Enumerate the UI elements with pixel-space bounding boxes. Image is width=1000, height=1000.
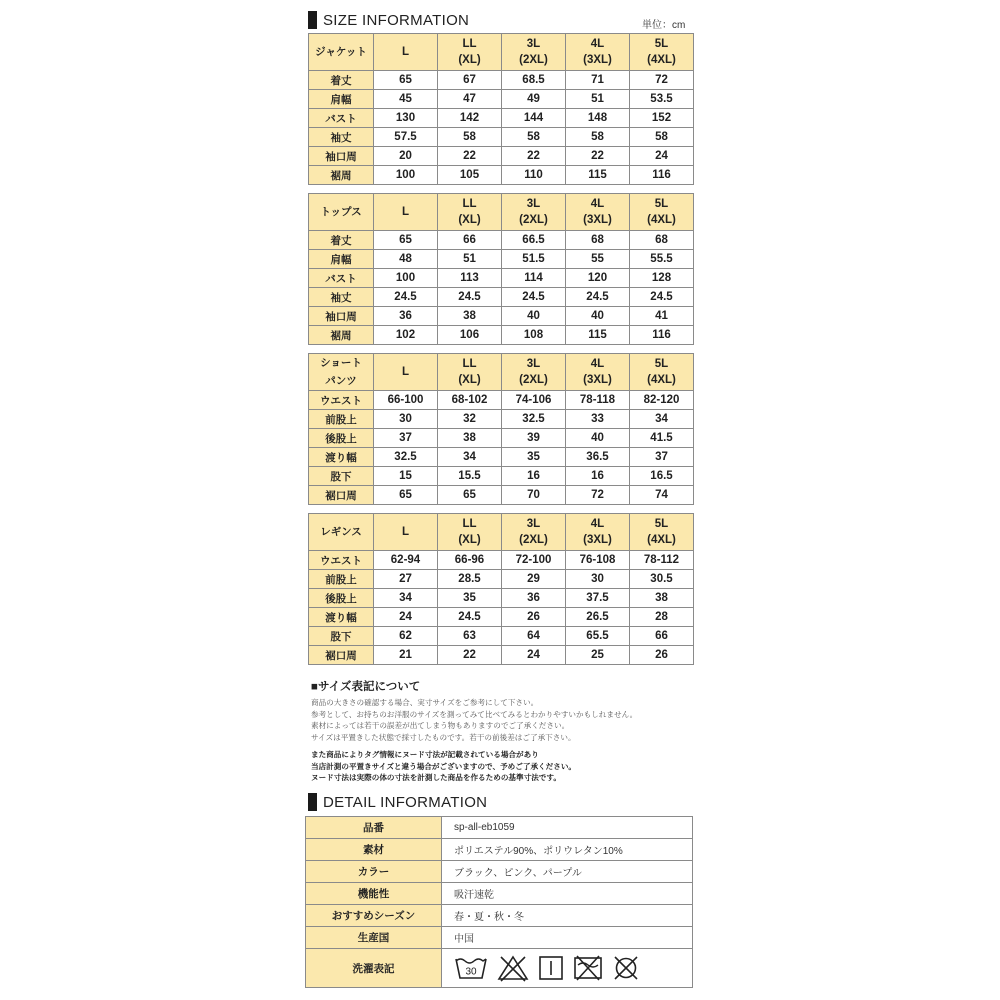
size-alt-code: (4XL) [647, 214, 676, 226]
size-column-header [630, 34, 694, 71]
measurement-label: ウエスト [309, 391, 374, 410]
measurement-value: 41 [630, 307, 694, 326]
detail-label: 生産国 [306, 927, 442, 949]
measurement-value: 16 [566, 467, 630, 486]
measurement-value: 148 [566, 109, 630, 128]
size-alt-code: (2XL) [519, 214, 548, 226]
measurement-label: ウエスト [309, 551, 374, 570]
measurement-value: 45 [374, 90, 438, 109]
measurement-value: 28.5 [438, 570, 502, 589]
detail-value: 春・夏・秋・冬 [442, 905, 693, 927]
wash-30-icon [454, 954, 488, 982]
measurement-value: 58 [630, 128, 694, 147]
measurement-row [309, 646, 694, 665]
size-column-header [630, 354, 694, 391]
measurement-value: 68 [566, 231, 630, 250]
note-line: 商品の大きさの確認する場合、実寸サイズをご参考にして下さい。 [311, 698, 539, 707]
measurement-row [309, 486, 694, 505]
measurement-value: 53.5 [630, 90, 694, 109]
detail-row [306, 905, 693, 927]
measurement-value: 71 [566, 71, 630, 90]
size-column-header [374, 34, 438, 71]
detail-row [306, 861, 693, 883]
measurement-value: 68.5 [502, 71, 566, 90]
measurement-value: 68 [630, 231, 694, 250]
care-label: 洗濯表記 [306, 949, 442, 988]
measurement-value: 51.5 [502, 250, 566, 269]
size-notes-title: ■サイズ表記について [311, 681, 421, 693]
size-alt-code: (4XL) [647, 374, 676, 386]
size-header-row [309, 514, 694, 551]
measurement-value: 25 [566, 646, 630, 665]
size-alt-code: (2XL) [519, 374, 548, 386]
size-code: 3L [526, 198, 541, 210]
measurement-value: 24.5 [502, 288, 566, 307]
measurement-value: 55 [566, 250, 630, 269]
measurement-row [309, 166, 694, 185]
measurement-value: 29 [502, 570, 566, 589]
size-column-header [438, 514, 502, 551]
measurement-value: 76-108 [566, 551, 630, 570]
measurement-label: 肩幅 [309, 90, 374, 109]
measurement-value: 26 [630, 646, 694, 665]
size-column-header [374, 194, 438, 231]
measurement-value: 74-106 [502, 391, 566, 410]
measurement-row [309, 326, 694, 345]
measurement-value: 65.5 [566, 627, 630, 646]
measurement-value: 63 [438, 627, 502, 646]
measurement-label: 渡り幅 [309, 448, 374, 467]
size-alt-code: (3XL) [583, 214, 612, 226]
size-code: LL [462, 38, 477, 50]
measurement-label: 裾周 [309, 166, 374, 185]
measurement-value: 100 [374, 166, 438, 185]
detail-row-care [306, 949, 693, 988]
unit-label: 単位：cm [642, 20, 686, 31]
measurement-value: 64 [502, 627, 566, 646]
measurement-value: 47 [438, 90, 502, 109]
measurement-row [309, 307, 694, 326]
measurement-value: 74 [630, 486, 694, 505]
measurement-value: 30.5 [630, 570, 694, 589]
measurement-value: 16.5 [630, 467, 694, 486]
size-code: 3L [526, 38, 541, 50]
measurement-value: 22 [502, 147, 566, 166]
size-column-header [630, 514, 694, 551]
detail-value: 吸汗速乾 [442, 883, 693, 905]
measurement-value: 15 [374, 467, 438, 486]
size-code: 4L [590, 38, 605, 50]
measurement-value: 36 [374, 307, 438, 326]
size-alt-code: (2XL) [519, 534, 548, 546]
measurement-label: 裾口周 [309, 486, 374, 505]
measurement-value: 66 [438, 231, 502, 250]
measurement-row [309, 467, 694, 486]
measurement-value: 115 [566, 166, 630, 185]
measurement-value: 33 [566, 410, 630, 429]
measurement-value: 24 [502, 646, 566, 665]
measurement-row [309, 147, 694, 166]
measurement-value: 24.5 [566, 288, 630, 307]
measurement-value: 28 [630, 608, 694, 627]
measurement-value: 78-118 [566, 391, 630, 410]
detail-label: おすすめシーズン [306, 905, 442, 927]
size-column-header [374, 354, 438, 391]
measurement-row [309, 448, 694, 467]
size-alt-code: (XL) [458, 214, 481, 226]
no-dry-clean-icon [612, 954, 640, 982]
measurement-value: 49 [502, 90, 566, 109]
measurement-value: 51 [438, 250, 502, 269]
measurement-value: 57.5 [374, 128, 438, 147]
size-information-title: SIZE INFORMATION [323, 11, 470, 29]
measurement-value: 39 [502, 429, 566, 448]
line-dry-icon [538, 955, 564, 981]
no-tumble-dry-icon [573, 955, 603, 981]
measurement-value: 108 [502, 326, 566, 345]
detail-value: 中国 [442, 927, 693, 949]
measurement-row [309, 269, 694, 288]
size-column-header [438, 34, 502, 71]
measurement-value: 32.5 [374, 448, 438, 467]
measurement-label: 裾口周 [309, 646, 374, 665]
size-table [308, 353, 694, 505]
category-label: ショート パンツ [309, 354, 374, 391]
detail-label: 素材 [306, 839, 442, 861]
measurement-value: 78-112 [630, 551, 694, 570]
measurement-value: 66.5 [502, 231, 566, 250]
measurement-row [309, 429, 694, 448]
measurement-value: 62-94 [374, 551, 438, 570]
measurement-value: 40 [566, 307, 630, 326]
measurement-value: 34 [374, 589, 438, 608]
size-alt-code: (2XL) [519, 54, 548, 66]
heading-bar [308, 793, 317, 811]
measurement-label: 肩幅 [309, 250, 374, 269]
measurement-value: 41.5 [630, 429, 694, 448]
measurement-value: 24 [630, 147, 694, 166]
measurement-value: 72 [630, 71, 694, 90]
measurement-value: 82-120 [630, 391, 694, 410]
measurement-row [309, 589, 694, 608]
category-label: トップス [309, 194, 374, 231]
measurement-value: 20 [374, 147, 438, 166]
measurement-value: 65 [374, 486, 438, 505]
size-alt-code: (XL) [458, 54, 481, 66]
measurement-value: 21 [374, 646, 438, 665]
measurement-value: 32.5 [502, 410, 566, 429]
measurement-row [309, 250, 694, 269]
care-symbols [442, 949, 693, 988]
detail-label: 品番 [306, 817, 442, 839]
detail-value: ブラック、ピンク、パープル [442, 861, 693, 883]
size-code: LL [462, 518, 477, 530]
measurement-value: 38 [438, 429, 502, 448]
size-column-header [566, 194, 630, 231]
measurement-label: 股下 [309, 467, 374, 486]
size-column-header [438, 354, 502, 391]
measurement-row [309, 288, 694, 307]
detail-value: sp-all-eb1059 [442, 817, 693, 839]
measurement-value: 16 [502, 467, 566, 486]
measurement-value: 65 [374, 231, 438, 250]
measurement-value: 40 [502, 307, 566, 326]
measurement-value: 22 [438, 147, 502, 166]
size-alt-code: (3XL) [583, 534, 612, 546]
measurement-row [309, 109, 694, 128]
measurement-value: 65 [438, 486, 502, 505]
measurement-label: 袖口周 [309, 147, 374, 166]
detail-information-heading [308, 792, 487, 812]
measurement-value: 128 [630, 269, 694, 288]
size-table [308, 513, 694, 665]
measurement-value: 37 [630, 448, 694, 467]
size-alt-code: (4XL) [647, 534, 676, 546]
size-code: 4L [590, 358, 605, 370]
measurement-label: 袖丈 [309, 288, 374, 307]
measurement-value: 116 [630, 166, 694, 185]
measurement-value: 30 [566, 570, 630, 589]
measurement-value: 38 [630, 589, 694, 608]
size-code: 3L [526, 358, 541, 370]
measurement-label: 渡り幅 [309, 608, 374, 627]
measurement-value: 51 [566, 90, 630, 109]
measurement-value: 24 [374, 608, 438, 627]
measurement-value: 106 [438, 326, 502, 345]
category-label: レギンス [309, 514, 374, 551]
note-line-bold: 当店計測の平置きサイズと違う場合がございますので、予めご了承ください。 [311, 761, 577, 771]
measurement-value: 68-102 [438, 391, 502, 410]
measurement-value: 58 [502, 128, 566, 147]
measurement-label: 裾周 [309, 326, 374, 345]
measurement-value: 37.5 [566, 589, 630, 608]
measurement-value: 15.5 [438, 467, 502, 486]
measurement-value: 37 [374, 429, 438, 448]
measurement-value: 116 [630, 326, 694, 345]
measurement-label: バスト [309, 269, 374, 288]
measurement-value: 67 [438, 71, 502, 90]
detail-table [305, 816, 693, 988]
measurement-value: 100 [374, 269, 438, 288]
measurement-value: 24.5 [438, 608, 502, 627]
measurement-value: 66-100 [374, 391, 438, 410]
size-code: 5L [654, 358, 669, 370]
measurement-value: 34 [630, 410, 694, 429]
measurement-value: 22 [438, 646, 502, 665]
size-column-header [502, 514, 566, 551]
measurement-value: 27 [374, 570, 438, 589]
measurement-value: 58 [438, 128, 502, 147]
measurement-value: 22 [566, 147, 630, 166]
size-column-header [438, 194, 502, 231]
size-table [308, 33, 694, 185]
size-code: L [401, 526, 410, 538]
size-code: L [401, 46, 410, 58]
measurement-row [309, 410, 694, 429]
measurement-value: 72 [566, 486, 630, 505]
measurement-value: 32 [438, 410, 502, 429]
measurement-label: 前股上 [309, 570, 374, 589]
size-alt-code: (4XL) [647, 54, 676, 66]
size-column-header [566, 354, 630, 391]
note-line: 素材によっては若干の誤差が出てしまう物もありますのでご了承ください。 [311, 721, 570, 730]
no-bleach-icon [497, 954, 529, 982]
measurement-value: 38 [438, 307, 502, 326]
detail-information-title: DETAIL INFORMATION [323, 793, 488, 811]
measurement-value: 48 [374, 250, 438, 269]
measurement-label: 袖口周 [309, 307, 374, 326]
size-information-heading [308, 10, 469, 30]
detail-label: 機能性 [306, 883, 442, 905]
measurement-value: 24.5 [630, 288, 694, 307]
size-code: 4L [590, 518, 605, 530]
measurement-value: 105 [438, 166, 502, 185]
measurement-value: 120 [566, 269, 630, 288]
measurement-value: 26 [502, 608, 566, 627]
measurement-label: 着丈 [309, 231, 374, 250]
measurement-label: 後股上 [309, 589, 374, 608]
size-code: 5L [654, 518, 669, 530]
detail-label: カラー [306, 861, 442, 883]
measurement-label: 股下 [309, 627, 374, 646]
size-code: L [401, 366, 410, 378]
measurement-row [309, 551, 694, 570]
measurement-row [309, 231, 694, 250]
size-code: 3L [526, 518, 541, 530]
detail-value: ポリエステル90%、ポリウレタン10% [442, 839, 693, 861]
measurement-value: 58 [566, 128, 630, 147]
measurement-value: 114 [502, 269, 566, 288]
note-line: 参考として、お持ちのお洋服のサイズを測ってみて比べてみるとわかりやすいかもしれません。 [311, 709, 638, 719]
measurement-value: 34 [438, 448, 502, 467]
measurement-value: 113 [438, 269, 502, 288]
detail-row [306, 839, 693, 861]
size-table [308, 193, 694, 345]
size-notes [311, 678, 701, 784]
size-alt-code: (3XL) [583, 374, 612, 386]
measurement-value: 62 [374, 627, 438, 646]
measurement-value: 130 [374, 109, 438, 128]
size-code: 5L [654, 38, 669, 50]
measurement-value: 24.5 [374, 288, 438, 307]
measurement-value: 72-100 [502, 551, 566, 570]
wash-temp-text: 30 [465, 966, 477, 978]
measurement-value: 115 [566, 326, 630, 345]
measurement-value: 65 [374, 71, 438, 90]
note-line-bold: ヌード寸法は実際の体の寸法を計測した商品を作るための基準寸法です。 [311, 773, 561, 782]
measurement-row [309, 627, 694, 646]
measurement-row [309, 71, 694, 90]
detail-row [306, 817, 693, 839]
size-code: L [401, 206, 410, 218]
measurement-value: 24.5 [438, 288, 502, 307]
size-column-header [566, 34, 630, 71]
size-column-header [502, 34, 566, 71]
size-column-header [566, 514, 630, 551]
measurement-row [309, 128, 694, 147]
measurement-value: 142 [438, 109, 502, 128]
measurement-value: 36 [502, 589, 566, 608]
measurement-row [309, 90, 694, 109]
category-label: ジャケット [309, 34, 374, 71]
size-code: LL [462, 198, 477, 210]
measurement-value: 35 [502, 448, 566, 467]
heading-bar [308, 11, 317, 29]
size-header-row [309, 194, 694, 231]
measurement-label: 後股上 [309, 429, 374, 448]
measurement-label: 前股上 [309, 410, 374, 429]
size-code: 5L [654, 198, 669, 210]
measurement-value: 36.5 [566, 448, 630, 467]
size-alt-code: (XL) [458, 374, 481, 386]
measurement-label: 着丈 [309, 71, 374, 90]
measurement-value: 102 [374, 326, 438, 345]
measurement-value: 26.5 [566, 608, 630, 627]
size-column-header [630, 194, 694, 231]
measurement-value: 152 [630, 109, 694, 128]
measurement-value: 110 [502, 166, 566, 185]
detail-row [306, 883, 693, 905]
measurement-value: 66-96 [438, 551, 502, 570]
detail-row [306, 927, 693, 949]
measurement-label: 袖丈 [309, 128, 374, 147]
size-column-header [374, 514, 438, 551]
size-column-header [502, 194, 566, 231]
size-header-row [309, 354, 694, 391]
note-line-bold: また商品によりタグ情報にヌード寸法が記載されている場合があり [311, 750, 539, 759]
measurement-row [309, 570, 694, 589]
note-line: サイズは平置きした状態で採寸したものです。若干の前後差はご了承下さい。 [311, 732, 576, 742]
measurement-value: 144 [502, 109, 566, 128]
measurement-value: 35 [438, 589, 502, 608]
size-column-header [502, 354, 566, 391]
size-alt-code: (XL) [458, 534, 481, 546]
size-alt-code: (3XL) [583, 54, 612, 66]
measurement-label: バスト [309, 109, 374, 128]
size-header-row [309, 34, 694, 71]
measurement-value: 40 [566, 429, 630, 448]
measurement-value: 66 [630, 627, 694, 646]
size-code: 4L [590, 198, 605, 210]
measurement-value: 70 [502, 486, 566, 505]
measurement-value: 30 [374, 410, 438, 429]
measurement-value: 55.5 [630, 250, 694, 269]
measurement-row [309, 608, 694, 627]
size-code: LL [462, 358, 477, 370]
measurement-row [309, 391, 694, 410]
